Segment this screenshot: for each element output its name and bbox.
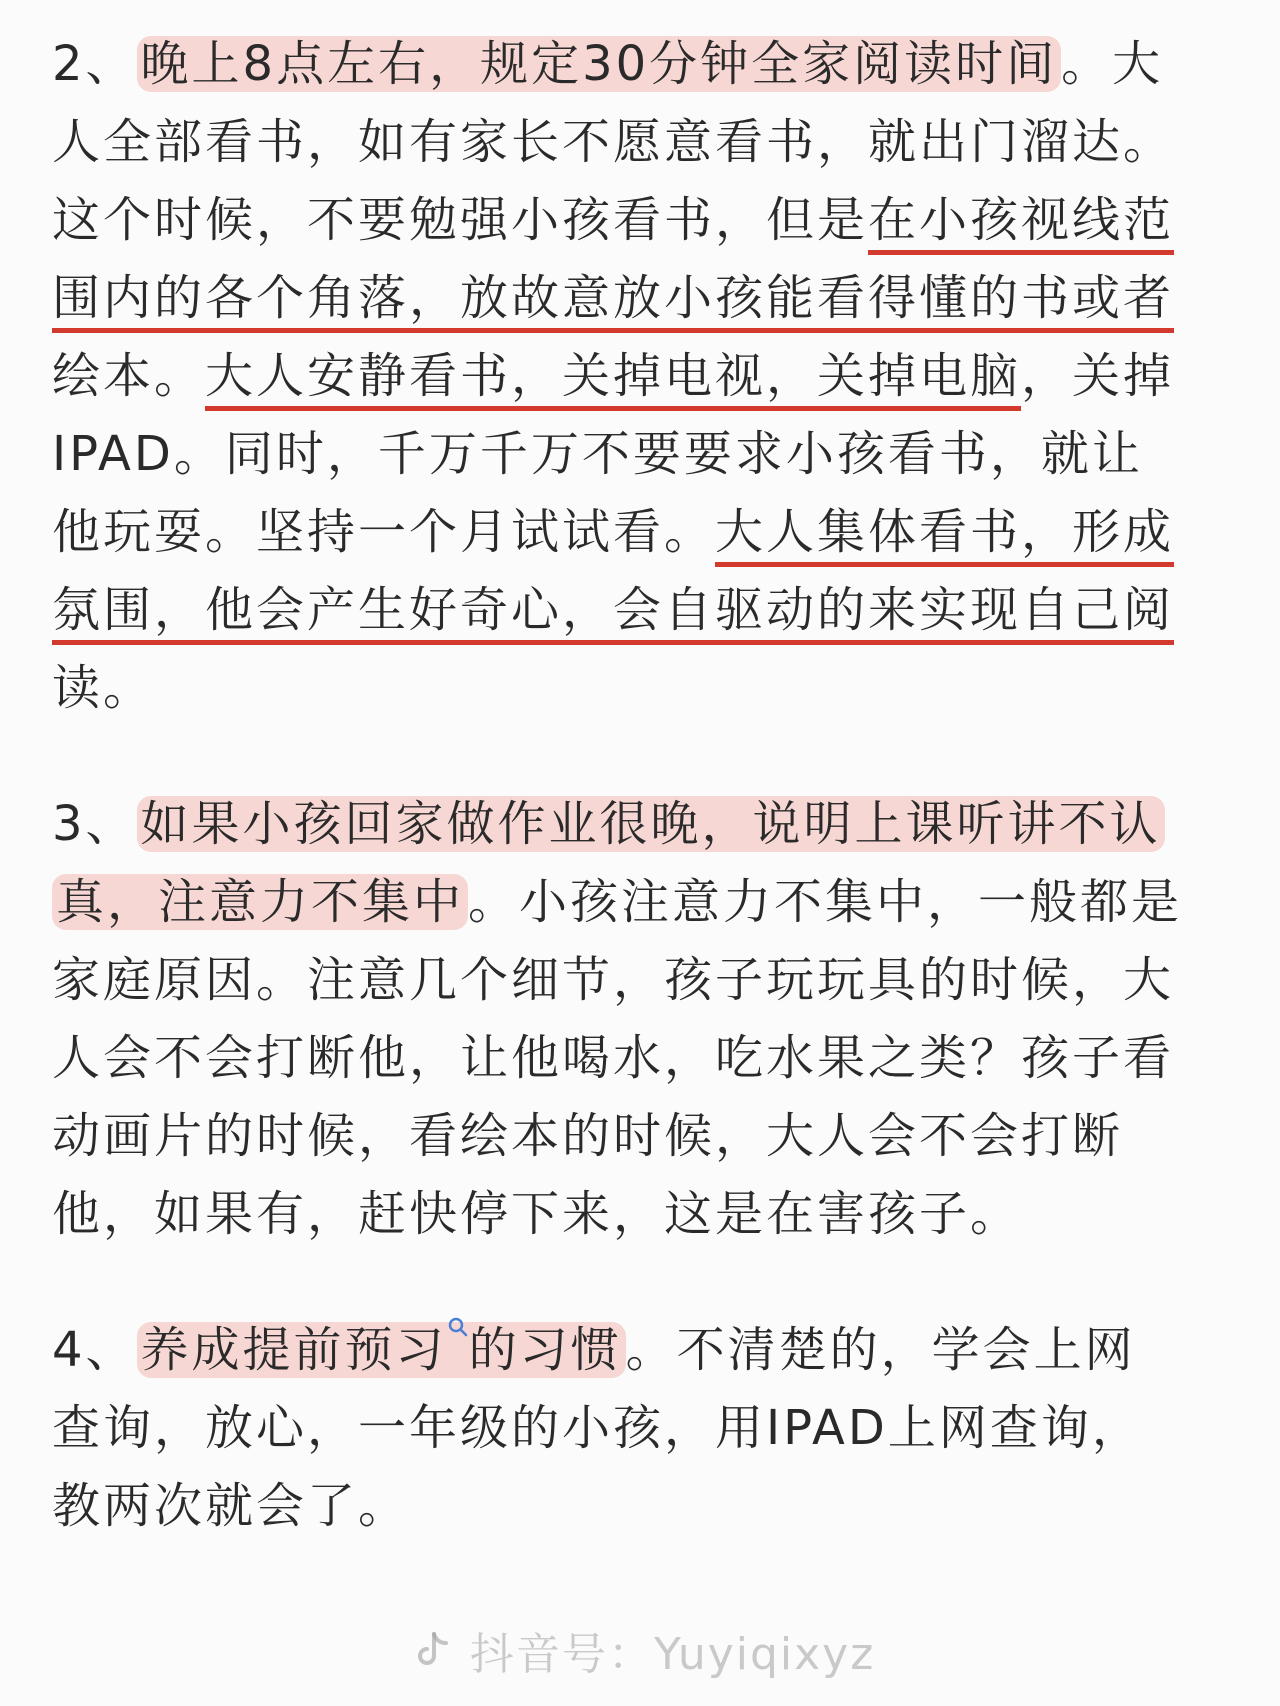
text: 绘本。 — [52, 348, 206, 404]
text: ，关掉 — [1021, 348, 1175, 404]
search-icon[interactable] — [447, 1316, 469, 1338]
p3-line-1 — [52, 782, 1165, 866]
p2-line-3 — [52, 178, 1174, 262]
watermark-text: 抖音号：Yuyiqixyz — [470, 1629, 876, 1680]
text: 2、 — [52, 36, 137, 92]
p2-line-1 — [52, 22, 1163, 106]
underlined-text: 大人安静看书，关掉电视，关掉电脑 — [205, 348, 1022, 404]
p3-line-5 — [52, 1094, 1123, 1178]
p3-line-2 — [52, 860, 1182, 944]
text: 。不清楚的，学会上网 — [625, 1322, 1136, 1378]
p4-line-3 — [52, 1464, 409, 1548]
text: IPAD。同时，千万千万不要要求小孩看书，就让 — [52, 426, 1143, 482]
text: 他，如果有，赶快停下来，这是在害孩子。 — [52, 1186, 1022, 1242]
highlight: 晚上8点左右，规定30分钟全家阅读时间 — [137, 36, 1062, 92]
text: 家庭原因。注意几个细节，孩子玩玩具的时候，大 — [52, 952, 1175, 1008]
p4-line-1 — [52, 1308, 1136, 1392]
text: 动画片的时候，看绘本的时候，大人会不会打断 — [52, 1108, 1124, 1164]
p2-line-8 — [52, 568, 1174, 652]
douyin-watermark — [410, 1608, 875, 1692]
text: 4、 — [52, 1322, 137, 1378]
text: 他玩耍。坚持一个月试试看。 — [52, 504, 716, 560]
p3-line-4 — [52, 1016, 1174, 1100]
p2-line-4 — [52, 256, 1174, 340]
text: 这个时候，不要勉强小孩看书，但是 — [52, 192, 869, 248]
text: 。大 — [1061, 36, 1164, 92]
underlined-text: 围内的各个角落，放故意放小孩能看得懂的书或者 — [52, 270, 1175, 326]
text: 人全部看书，如有家长不愿意看书，就出门溜达。 — [52, 114, 1175, 170]
underlined-text: 氛围，他会产生好奇心，会自驱动的来实现自己阅 — [52, 582, 1175, 638]
p4-line-2 — [52, 1386, 1143, 1470]
p2-line-9 — [52, 646, 154, 730]
text: 查询，放心，一年级的小孩，用IPAD上网查询， — [52, 1400, 1143, 1456]
highlight: 真，注意力不集中 — [52, 874, 468, 930]
p2-line-6 — [52, 412, 1143, 496]
douyin-logo-icon — [410, 1628, 454, 1672]
p2-line-5 — [52, 334, 1174, 418]
text: 教两次就会了。 — [52, 1478, 410, 1534]
underlined-text: 在小孩视线范 — [868, 192, 1175, 248]
highlight: 如果小孩回家做作业很晚，说明上课听讲不认 — [137, 796, 1165, 852]
text: 3、 — [52, 796, 137, 852]
text: 。小孩注意力不集中，一般都是 — [468, 874, 1183, 930]
p3-line-3 — [52, 938, 1174, 1022]
text: 读。 — [52, 660, 155, 716]
p2-line-2 — [52, 100, 1174, 184]
p2-line-7 — [52, 490, 1174, 574]
text: 养成提前预习 — [140, 1322, 447, 1378]
text: 的习惯 — [468, 1322, 622, 1378]
text: 人会不会打断他，让他喝水，吃水果之类？孩子看 — [52, 1030, 1175, 1086]
underlined-text: 大人集体看书，形成 — [715, 504, 1175, 560]
p3-line-6 — [52, 1172, 1021, 1256]
highlight — [137, 1322, 626, 1378]
